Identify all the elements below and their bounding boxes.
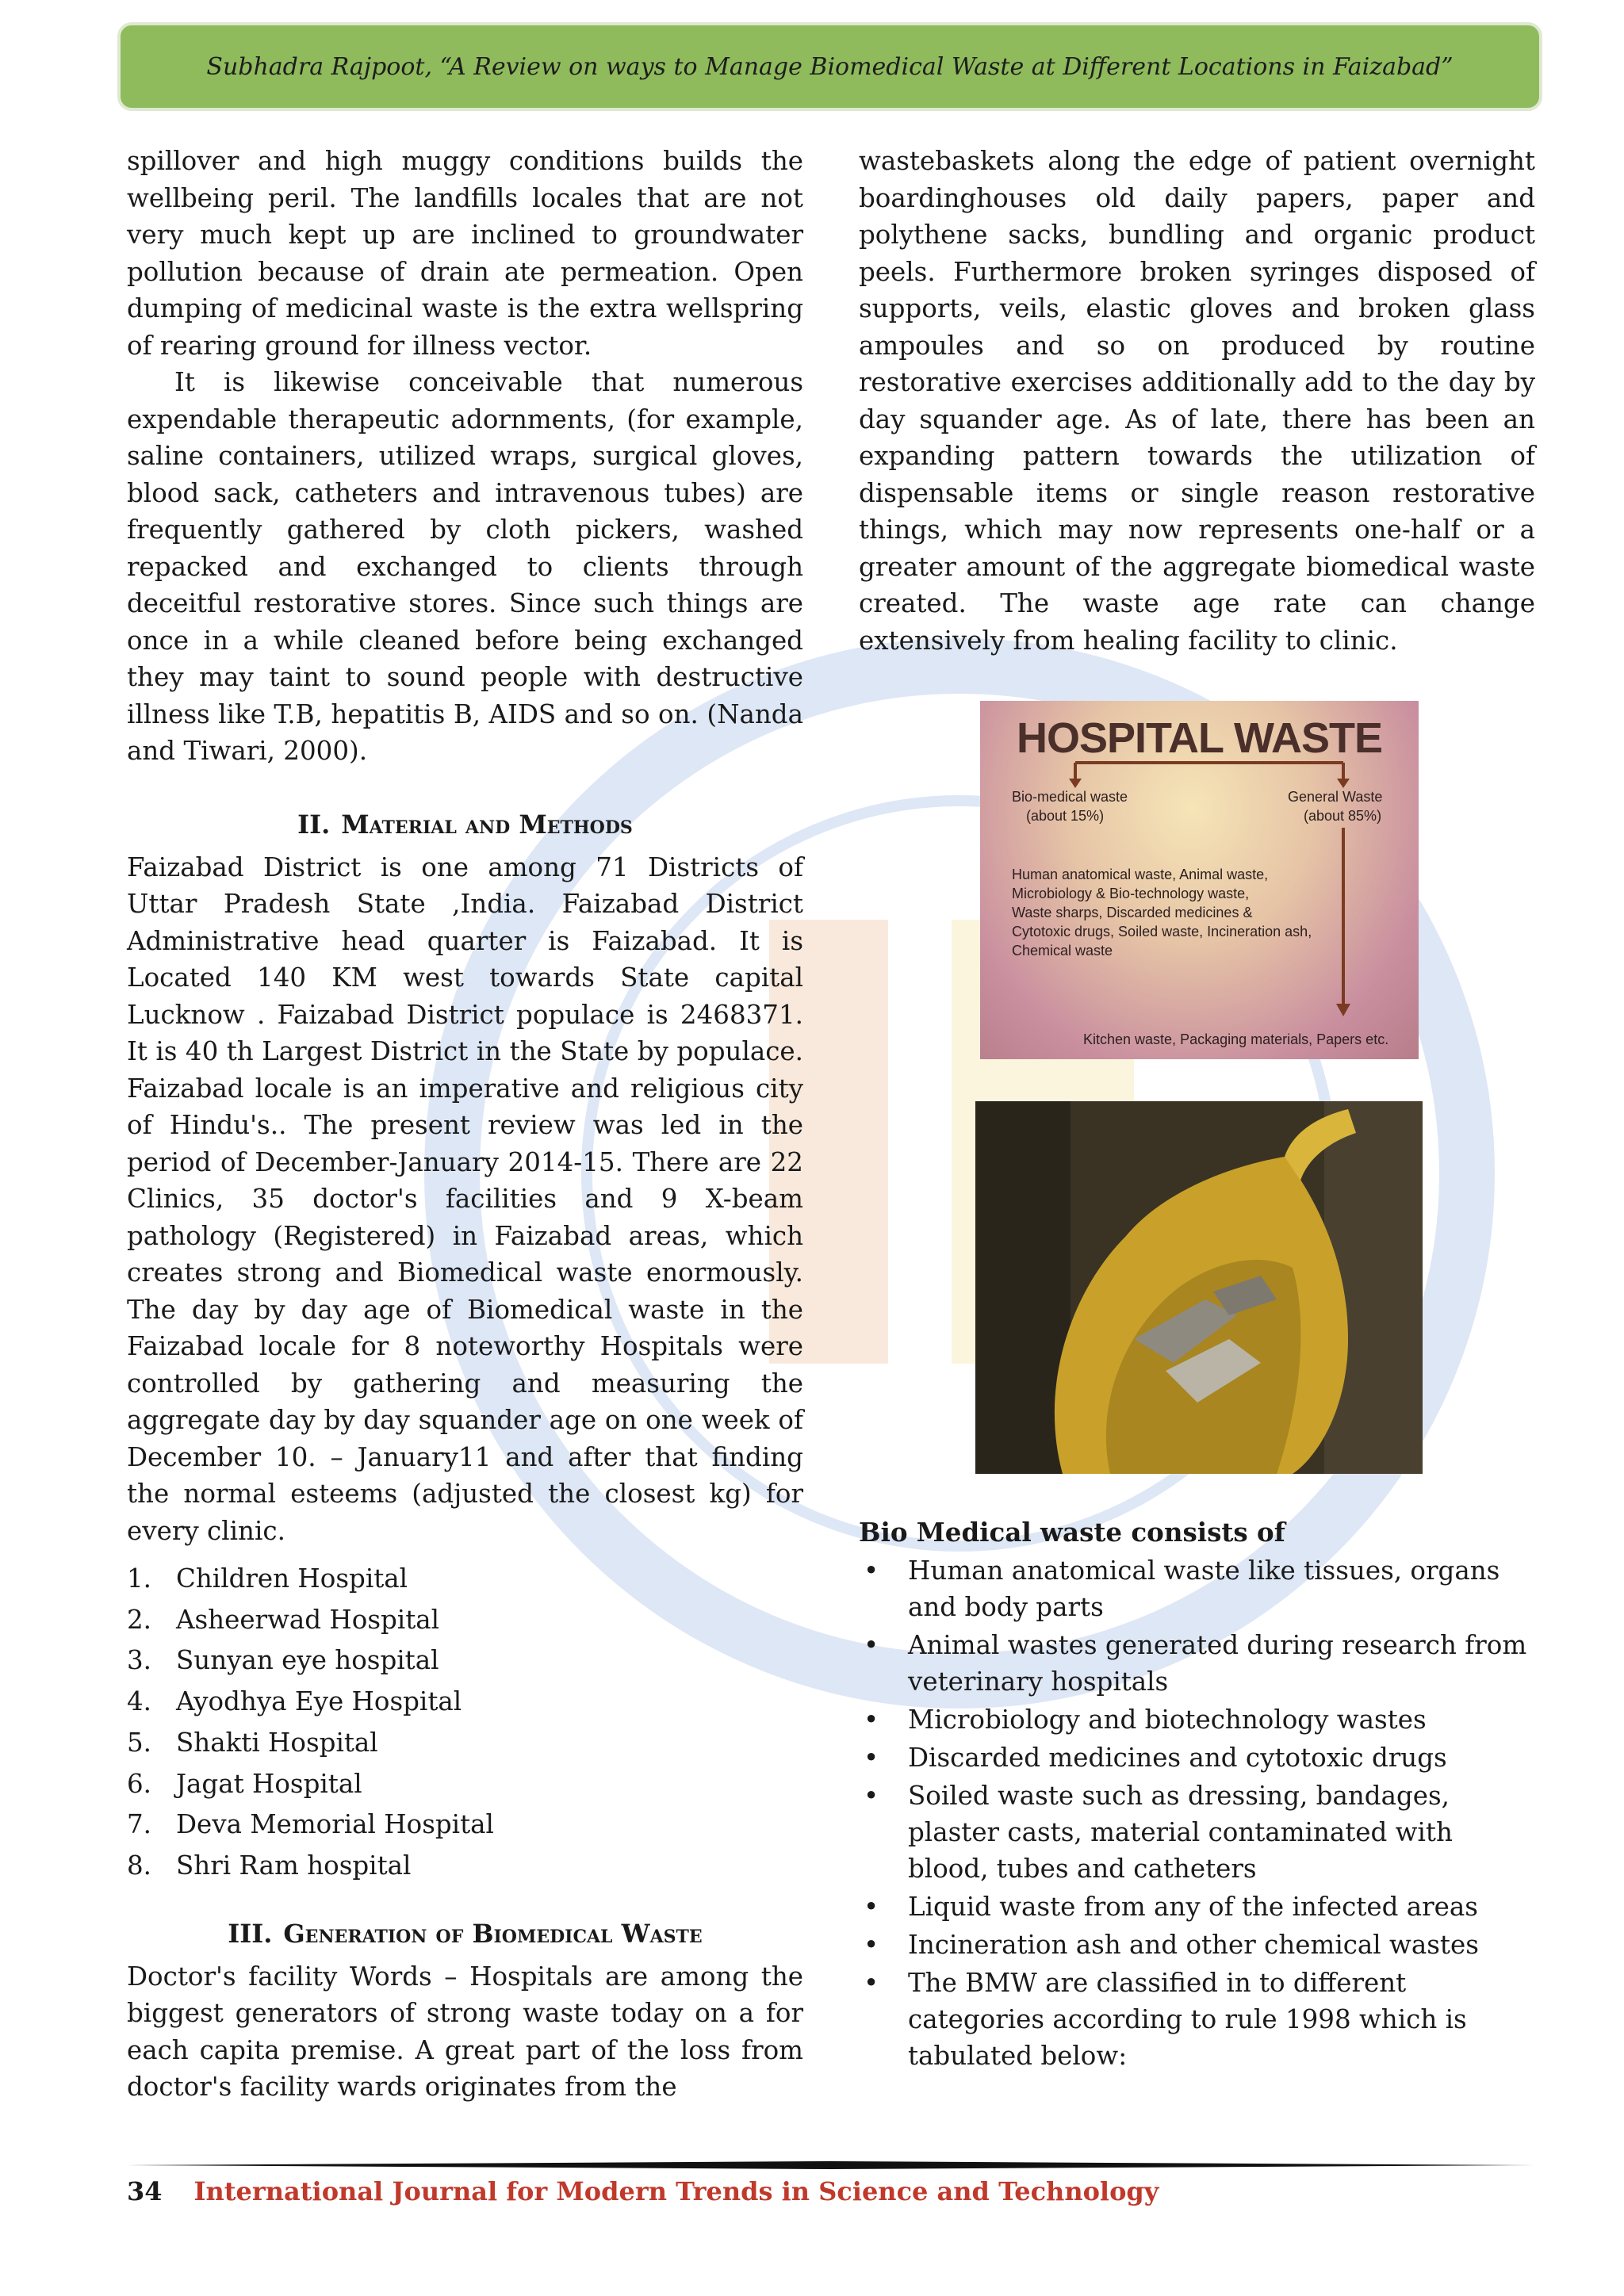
- hospital-waste-figure: [980, 701, 1419, 1059]
- right-column: [859, 143, 1535, 659]
- section-heading-generation: III. Generation of Biomedical Waste: [228, 1918, 703, 1949]
- general-label: General Waste: [1288, 789, 1383, 805]
- left-column: [127, 143, 803, 2106]
- figure-title: HOSPITAL WASTE: [1016, 714, 1383, 762]
- paragraph: Faizabad District is one among 71 Districts of Uttar Pradesh State ,India. Faizabad District Administrative head quarter is Faizabad. It is Located 140 KM west towards State capital Lucknow . Faizabad District populace is 2468371. It is 40 th Largest District in the State by populace. Faizabad locale is an imperative and religious city of Hindu's.. The present review was led in the period of December-January 2014-15. There are 22 Clinics, 35 doctor's facilities and 9 X-beam pathology (Registered) in Faizabad areas, which creates strong and Biomedical waste enormously. The day by day age of Biomedical waste in the Faizabad locale for 8 noteworthy Hospitals were controlled by gathering and measuring the aggregate day by day squander age on one week of December 10. – January11 and after that finding the normal esteems (adjusted the closest kg) for every clinic.: [127, 851, 803, 1546]
- page-number: 34: [127, 2176, 163, 2206]
- list-item: • Animal wastes generated during research from veterinary hospitals: [864, 1630, 1527, 1697]
- running-title: Subhadra Rajpoot, “A Review on ways to Manage Biomedical Waste at Different Locations in Faizabad”: [206, 52, 1454, 81]
- waste-bag-photo: [975, 1101, 1423, 1474]
- general-pct: (about 85%): [1304, 808, 1382, 824]
- waste-bag-illustration: [975, 1101, 1423, 1474]
- bmw-item: Microbiology & Bio-technology waste,: [1012, 886, 1250, 901]
- bmw-pct: (about 15%): [1026, 808, 1105, 824]
- list-item: 5. Shakti Hospital: [127, 1727, 378, 1758]
- footer-rule: [127, 2161, 1535, 2169]
- list-item: • Soiled waste such as dressing, bandages, plaster casts, material contaminated with blood, tubes and catheters: [864, 1781, 1453, 1884]
- bmw-label: Bio-medical waste: [1012, 789, 1128, 805]
- paragraph: wastebaskets along the edge of patient overnight boardinghouses old daily papers, paper and polythene sacks, bundling and organic product peels. Furthermore broken syringes disposed of supports, veils, elastic gloves and broken glass ampoules and so on produced by routine restorative exercises additionally add to the day by day squander age. As of late, there has been an expanding pattern towards the utilization of dispensable items or single reason restorative things, which may now represents one-half or a greater amount of the aggregate biomedical waste created. The waste age rate can change extensively from healing facility to clinic.: [859, 146, 1535, 656]
- list-item: 1. Children Hospital: [127, 1563, 408, 1594]
- list-item: • Liquid waste from any of the infected areas: [864, 1892, 1478, 1922]
- list-item: 3. Sunyan eye hospital: [127, 1645, 439, 1676]
- hospital-list: [127, 1559, 803, 1887]
- bmw-item: Cytotoxic drugs, Soiled waste, Incineration ash,: [1012, 924, 1312, 939]
- bmw-item: Waste sharps, Discarded medicines &: [1012, 905, 1253, 920]
- bmw-item: Chemical waste: [1012, 943, 1113, 959]
- list-item: • Discarded medicines and cytotoxic drugs: [864, 1743, 1447, 1773]
- list-item: • Human anatomical waste like tissues, organs and body parts: [864, 1556, 1500, 1622]
- bmw-composition-list: [859, 1514, 1535, 2076]
- running-header: [117, 22, 1542, 111]
- list-item: • Incineration ash and other chemical wastes: [864, 1930, 1479, 1960]
- journal-name: International Journal for Modern Trends in Science and Technology: [193, 2176, 1159, 2206]
- list-item: 8. Shri Ram hospital: [127, 1850, 412, 1881]
- bmw-heading: Bio Medical waste consists of: [859, 1517, 1285, 1548]
- page-footer: [127, 2174, 1159, 2209]
- list-item: • The BMW are classified in to different categories according to rule 1998 which is tabulated below:: [864, 1968, 1467, 2071]
- bmw-item: Human anatomical waste, Animal waste,: [1012, 867, 1269, 882]
- general-items: Kitchen waste, Packaging materials, Papers etc.: [1083, 1031, 1389, 1047]
- paragraph: spillover and high muggy conditions builds the wellbeing peril. The landfills locales that are not very much kept up are inclined to groundwater pollution because of drain ate permeation. Open dumping of medicinal waste is the extra wellspring of rearing ground for illness vector.: [127, 146, 803, 361]
- section-heading-material-methods: II. Material and Methods: [297, 809, 633, 840]
- list-item: 6. Jagat Hospital: [127, 1768, 362, 1799]
- list-item: 4. Ayodhya Eye Hospital: [127, 1686, 462, 1717]
- list-item: • Microbiology and biotechnology wastes: [864, 1705, 1427, 1735]
- paragraph: Doctor's facility Words – Hospitals are among the biggest generators of strong waste today on a for each capita premise. A great part of the loss from doctor's facility wards originates from the: [127, 1961, 803, 2103]
- list-item: 2. Asheerwad Hospital: [127, 1604, 440, 1635]
- bmw-items: [859, 1552, 1535, 2074]
- paragraph: It is likewise conceivable that numerous expendable therapeutic adornments, (for example, saline containers, utilized wraps, surgical gloves, blood sack, catheters and intravenous tubes) are frequently gathered by cloth pickers, washed repacked and exchanged to clients through deceitful restorative stores. Since such things are once in a while cleaned before being exchanged they may taint to sound people with destructive illness like T.B, hepatitis B, AIDS and so on. (Nanda and Tiwari, 2000).: [127, 367, 803, 766]
- list-item: 7. Deva Memorial Hospital: [127, 1809, 494, 1840]
